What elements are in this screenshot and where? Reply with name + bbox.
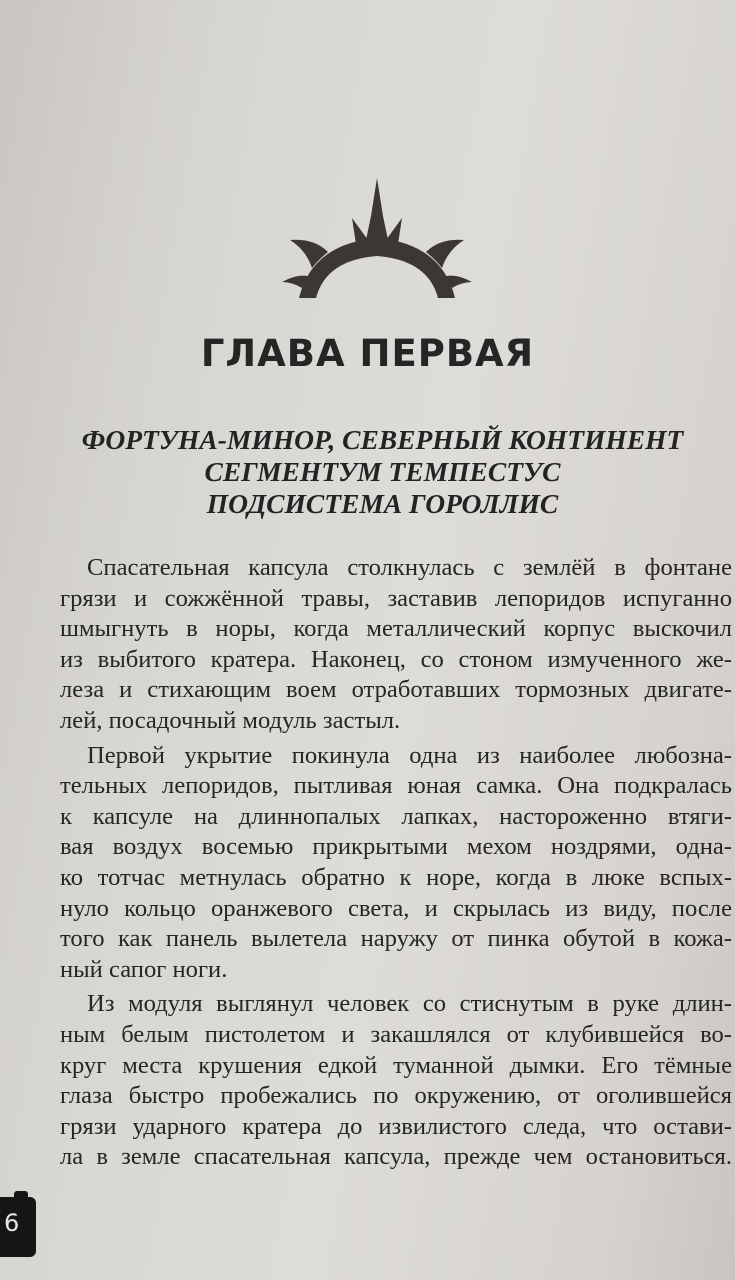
body-line: лей, посадочный модуль застыл.: [60, 706, 401, 734]
body-line: Первой укрытие покинула одна из наиболее любозна-: [87, 741, 732, 769]
body-line: грязи и сожжённой травы, заставив лепоридов испуганно: [60, 584, 732, 612]
sun-spike-emblem-icon: [282, 178, 472, 300]
chapter-title: ГЛАВА ПЕРВАЯ: [200, 332, 535, 375]
body-line: Из модуля выглянул человек со стиснутым в руке длин-: [87, 990, 732, 1018]
body-line: ла в земле спасательная капсула, прежде чем остановиться.: [60, 1143, 732, 1171]
location-heading: [0, 424, 735, 520]
body-line: Спасательная капсула столкнулась с землёй в фонтане: [87, 554, 732, 581]
body-line: нуло кольцо оранжевого света, и скрылась из виду, после: [60, 894, 732, 922]
body-line: грязи ударного кратера до извилистого следа, что остави-: [60, 1112, 732, 1140]
body-line: из выбитого кратера. Наконец, со стоном измученного же-: [60, 645, 732, 673]
body-line: леза и стихающим воем отработавших тормозных двигате-: [60, 676, 732, 704]
body-line: глаза быстро пробежались по окружению, от оголившейся: [60, 1082, 732, 1110]
body-line: вая воздух восемью прикрытыми мехом ноздрями, одна-: [60, 833, 732, 861]
body-line: ным белым пистолетом и закашлялся от клубившейся во-: [60, 1020, 732, 1048]
chapter-body-text: [60, 553, 732, 1173]
body-line: тельных лепоридов, пытливая юная самка. Она подкралась: [60, 772, 732, 800]
body-line: круг места крушения едкой туманной дымки. Его тёмные: [60, 1051, 732, 1079]
location-line: ПОДСИСТЕМА ГОРОЛЛИС: [206, 488, 559, 519]
body-line: того как панель вылетела наружу от пинка обутой в кожа-: [60, 925, 732, 953]
body-line: ный сапог ноги.: [60, 955, 228, 983]
location-line: ФОРТУНА-МИНОР, СЕВЕРНЫЙ КОНТИНЕНТ: [81, 424, 684, 455]
location-line: СЕГМЕНТУМ ТЕМПЕСТУС: [204, 456, 561, 487]
page-number-tab: [0, 1197, 36, 1257]
body-line: шмыгнуть в норы, когда металлический корпус выскочил: [60, 615, 732, 643]
body-line: к капсуле на длиннопалых лапках, настороженно втяги-: [60, 802, 732, 830]
body-line: ко тотчас метнулась обратно к норе, когда в люке вспых-: [60, 863, 732, 891]
page-number: 6: [4, 1209, 20, 1237]
